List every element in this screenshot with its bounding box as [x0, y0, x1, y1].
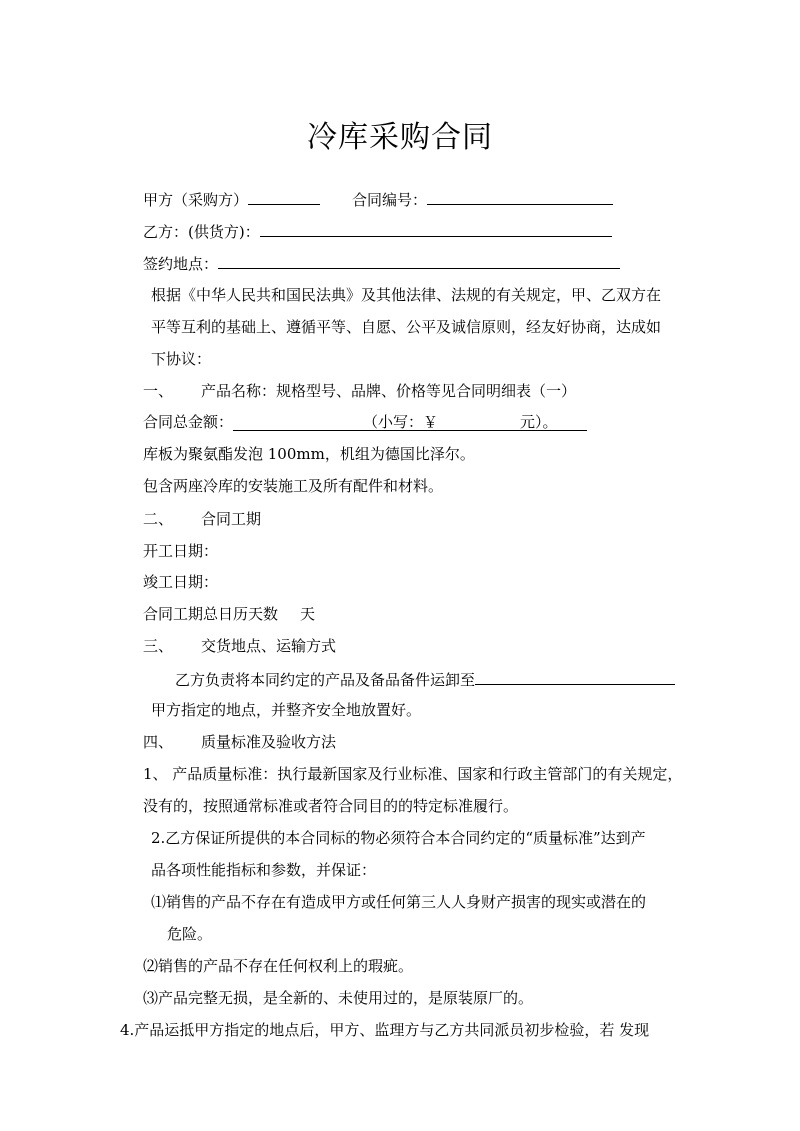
contract-no-blank[interactable]	[427, 188, 613, 205]
end-date-label: 竣工日期：	[143, 573, 219, 591]
section-2-text: 合同工期	[201, 510, 262, 528]
quality-4-line: 4.产品运抵甲方指定的地点后，甲方、监理方与乙方共同派员初步检验，若 发现	[120, 1021, 650, 1039]
period-line	[143, 604, 315, 624]
sign-place-label: 签约地点：	[143, 255, 219, 273]
section-3-number: 三、	[143, 637, 174, 655]
quality-2-line-2: 品各项性能指标和参数，并保证：	[151, 861, 377, 879]
guarantee-1-line-2: 危险。	[167, 925, 213, 943]
guarantee-1-line-1: ⑴销售的产品不存在有造成甲方或任何第三人人身财产损害的现实或潜在的	[151, 893, 647, 911]
quality-1-line-1: 1、 产品质量标准：执行最新国家及行业标准、国家和行政主管部门的有关规定，	[143, 765, 683, 783]
document-title: 冷库采购合同	[307, 120, 493, 155]
period-unit: 天	[300, 605, 316, 623]
preamble-line-1: 根据《中华人民共和国民法典》及其他法律、法规的有关规定，甲、乙双方在	[151, 286, 662, 304]
guarantee-3-line: ⑶产品完整无损，是全新的、未使用过的，是原装原厂的。	[143, 989, 534, 1007]
total-amount-label: 合同总金额：	[143, 413, 234, 431]
section-3-text: 交货地点、运输方式	[201, 637, 337, 655]
sign-place-line	[143, 252, 620, 274]
start-date-label: 开工日期：	[143, 542, 219, 560]
section-1-number: 一、	[143, 382, 174, 400]
party-a-line	[143, 188, 613, 210]
delivery-line-1	[175, 668, 675, 690]
delivery-place-blank[interactable]	[475, 668, 675, 685]
party-b-label: 乙方：(供货方)：	[143, 223, 260, 241]
section-4-text: 质量标准及验收方法	[201, 733, 337, 751]
total-small-label: （小写：￥	[363, 413, 439, 431]
sign-place-blank[interactable]	[218, 252, 620, 269]
section-1-text: 产品名称：规格型号、品牌、价格等见合同明细表（一）	[201, 382, 577, 400]
guarantee-2-line: ⑵销售的产品不存在任何权利上的瑕疵。	[143, 957, 414, 975]
quality-2-line-1: 2.乙方保证所提供的本合同标的物必须符合本合同约定的“质量标准”达到产	[151, 829, 646, 847]
total-unit-label: 元）。	[520, 413, 558, 431]
section-2-heading	[143, 509, 261, 529]
install-scope-line: 包含两座冷库的安装施工及所有配件和材料。	[143, 477, 444, 495]
section-1-heading	[143, 381, 576, 401]
section-4-heading	[143, 732, 336, 752]
contract-no-label: 合同编号：	[352, 191, 428, 209]
board-spec-line: 库板为聚氨酯发泡 100mm，机组为德国比泽尔。	[143, 445, 475, 463]
section-3-heading	[143, 636, 336, 656]
quality-1-line-2: 没有的，按照通常标准或者符合同目的的特定标准履行。	[143, 797, 519, 815]
party-b-line	[143, 220, 612, 242]
preamble-line-3: 下协议：	[151, 350, 212, 368]
total-amount-line	[143, 412, 587, 432]
preamble-line-2: 平等互利的基础上、遵循平等、自愿、公平及诚信原则，经友好协商，达成如	[151, 318, 662, 336]
party-a-label: 甲方（采购方）	[143, 191, 249, 209]
period-label: 合同工期总日历天数	[143, 605, 279, 623]
party-b-blank[interactable]	[260, 220, 612, 237]
section-2-number: 二、	[143, 510, 174, 528]
delivery-line-2: 甲方指定的地点，并整齐安全地放置好。	[151, 701, 422, 719]
party-a-blank[interactable]	[248, 188, 320, 205]
total-amount-blank[interactable]	[233, 412, 587, 431]
section-4-number: 四、	[143, 733, 174, 751]
delivery-text-1: 乙方负责将本同约定的产品及备品备件运卸至	[175, 671, 476, 689]
